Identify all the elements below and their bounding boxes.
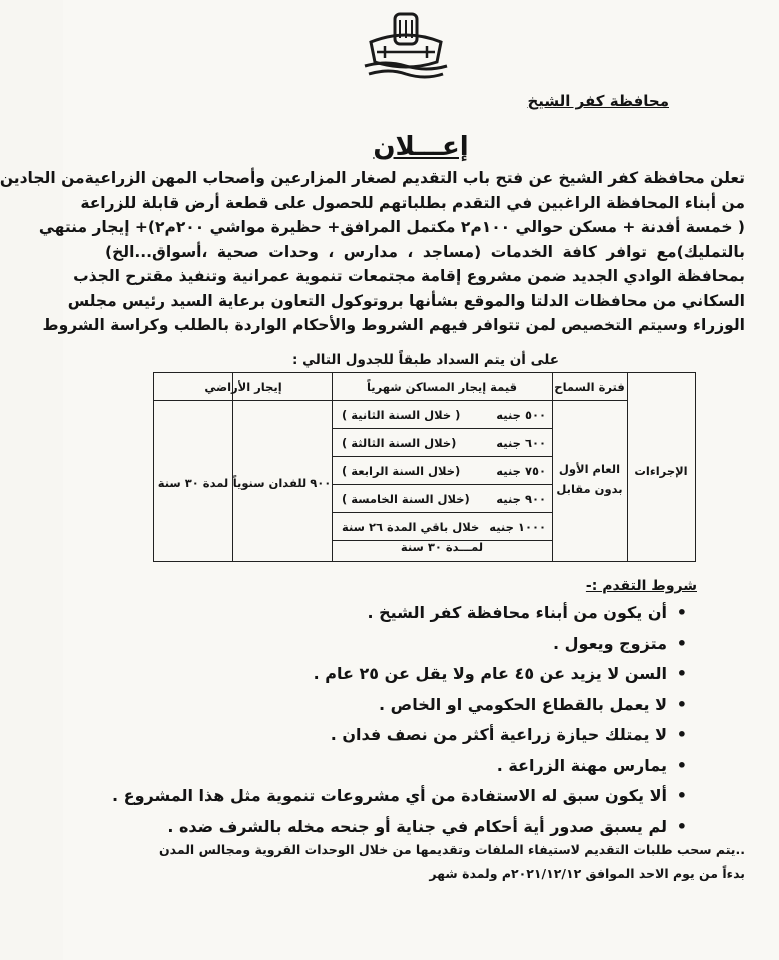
rent-period: (خلال السنة الثالثة ) bbox=[342, 436, 457, 450]
condition-item: • لا يمتلك حيازة زراعية أكثر من نصف فدان . bbox=[127, 720, 687, 751]
header-land-rent: إيجار الأراضي bbox=[154, 373, 332, 401]
rent-row bbox=[332, 457, 552, 485]
body-line: ( خمسة أفدنة + مسكن حوالي ١٠٠م٢ مكتمل المرافق+ حظيرة مواشي ٢٠٠م٢)+ إيجار منتهي bbox=[38, 218, 745, 236]
application-note bbox=[105, 838, 745, 886]
land-rent-duration: لمدة ٣٠ سنة bbox=[157, 476, 229, 490]
rent-period: (خلال السنة الرابعة ) bbox=[342, 464, 461, 478]
conditions-title: شروط التقدم :- bbox=[585, 578, 697, 594]
body-line: الوزراء وسيتم التخصيص لمن تتوافر فيهم الشروط والأحكام الواردة بالطلب وكراسة الشروط bbox=[42, 316, 745, 334]
table-intro: على أن يتم السداد طبقاً للجدول التالي : bbox=[291, 352, 559, 368]
announcement-title: إعـــلان bbox=[373, 132, 469, 162]
rent-amount: ٧٥٠ جنيه bbox=[496, 464, 546, 478]
body-line: تعلن محافظة كفر الشيخ عن فتح باب التقديم لصغار المزارعين وأصحاب المهن الزراعيةمن الجادين bbox=[0, 169, 745, 187]
condition-item: • لا يعمل بالقطاع الحكومي او الخاص . bbox=[127, 690, 687, 721]
conditions-list bbox=[112, 598, 687, 842]
header-empty bbox=[627, 373, 695, 401]
table-divider bbox=[232, 373, 233, 561]
condition-item: • يمارس مهنة الزراعة . bbox=[127, 751, 687, 782]
note-line: بدءاً من يوم الاحد الموافق ٢٠٢١/١٢/١٢م ولمدة شهر bbox=[429, 866, 745, 881]
body-line: من أبناء المحافظة الراغبين في التقدم بطلباتهم للحصول على قطعة أرض قابلة للزراعة bbox=[80, 193, 745, 212]
rent-row bbox=[332, 429, 552, 457]
rent-row bbox=[332, 401, 552, 429]
procedures-label: الإجراءات bbox=[634, 464, 688, 478]
rent-amount: ٦٠٠ جنيه bbox=[496, 436, 546, 450]
rent-period: خلال باقي المدة ٢٦ سنة bbox=[342, 520, 480, 534]
rent-amount: ٩٠٠ جنيه bbox=[496, 492, 546, 506]
rent-period: (خلال السنة الخامسة ) bbox=[342, 492, 470, 506]
payment-table bbox=[153, 372, 696, 562]
grace-period-line: العام الأول bbox=[558, 462, 621, 476]
rent-amount: ١٠٠٠ جنيه bbox=[489, 520, 546, 534]
rent-amount: ٥٠٠ جنيه bbox=[496, 408, 546, 422]
land-rent-value: ٩٠٠ للفدان سنوياً bbox=[232, 476, 332, 490]
housing-duration: لمـــدة ٣٠ سنة bbox=[400, 540, 484, 554]
rent-period: ( خلال السنة الثانية ) bbox=[342, 408, 461, 422]
announcement-body bbox=[0, 166, 745, 338]
condition-item: • السن لا يزيد عن ٤٥ عام ولا يقل عن ٢٥ عام . bbox=[127, 659, 687, 690]
condition-item: • أن يكون من أبناء محافظة كفر الشيخ . bbox=[127, 598, 687, 629]
body-line: بمحافظة الوادي الجديد ضمن مشروع إقامة مجتمعات تنموية عمرانية وتنفيذ مقترح الجذب bbox=[73, 267, 745, 285]
governorate-logo-icon bbox=[351, 8, 461, 88]
note-line: ..يتم سحب طلبات التقديم لاستيفاء الملفات وتقديمها من خلال الوحدات القروية ومجالس المدن bbox=[158, 842, 745, 857]
rent-row bbox=[332, 485, 552, 513]
condition-item: • متزوج ويعول . bbox=[127, 629, 687, 660]
body-line: بالتمليك)مع توافر كافة الخدمات (مساجد ، مدارس ، وحدات صحية ،أسواق...الخ) bbox=[105, 242, 745, 261]
governorate-name: محافظة كفر الشيخ bbox=[527, 92, 669, 110]
grace-period-value bbox=[552, 459, 627, 499]
body-line: السكاني من محافظات الدلتا والموقع بشأنها بروتوكول التعاون برعاية السيد رئيس مجلس bbox=[67, 291, 745, 310]
condition-item: • ألا يكون سبق له الاستفادة من أي مشروعات تنموية مثل هذا المشروع . bbox=[127, 781, 687, 812]
header-grace-period: فترة السماح bbox=[552, 373, 627, 401]
condition-item: • لم يسبق صدور أية أحكام في جناية أو جنحه مخله بالشرف ضده . bbox=[127, 812, 687, 843]
grace-period-line: بدون مقابل bbox=[556, 482, 623, 496]
header-housing-rent: قيمة إيجار المساكن شهرياً bbox=[332, 373, 552, 401]
